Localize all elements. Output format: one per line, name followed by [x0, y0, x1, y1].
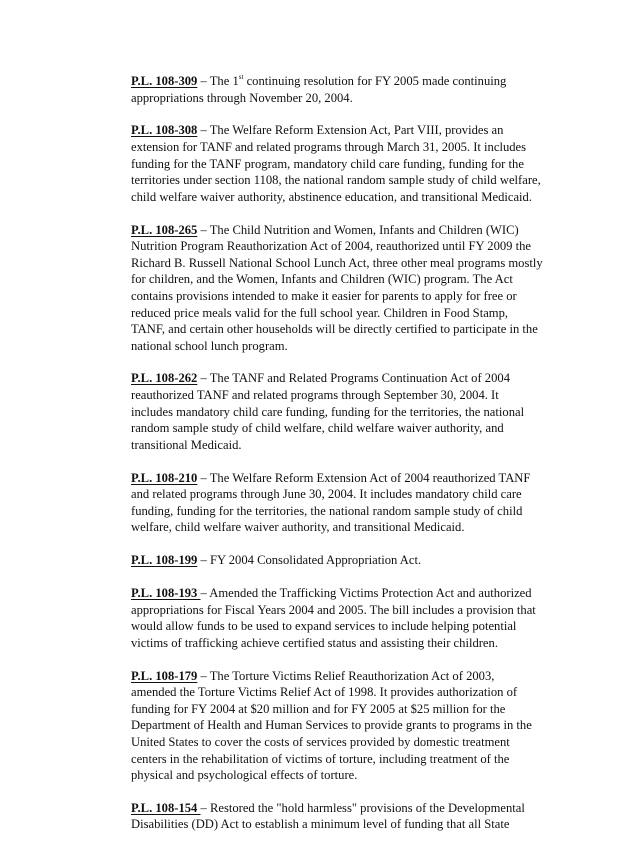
entry-line: includes mandatory child care funding, funding for the territories, the national — [131, 404, 525, 419]
law-number: P.L. 108-309 — [131, 74, 198, 88]
legislation-entry — [131, 668, 551, 784]
law-number: P.L. 108-199 — [131, 553, 198, 568]
entry-text: – The Child Nutrition and Women, Infants and Children (WIC) — [197, 222, 519, 237]
entry-line: contains provisions intended to make it easier for parents to apply for free or — [131, 288, 517, 303]
law-number: P.L. 108-179 — [131, 668, 198, 683]
legislation-list — [131, 73, 551, 849]
entry-line: would allow funds to be used to expand services to include helping potential — [131, 619, 517, 634]
ordinal-suffix: st — [238, 72, 244, 81]
legislation-entry — [131, 222, 551, 355]
entry-first-line — [131, 222, 551, 239]
entry-line: funding, funding for the territories, the national random sample study of child — [131, 503, 523, 518]
entry-first-line — [131, 800, 551, 817]
entry-line: national school lunch program. — [131, 338, 288, 353]
entry-text: – The 1 — [197, 74, 239, 88]
entry-line: reauthorized TANF and related programs through September 30, 2004. It — [131, 388, 499, 403]
entry-text: continuing resolution for FY 2005 made continuing — [243, 74, 507, 88]
entry-line: territories under section 1108, the national random sample study of child welfare, — [131, 173, 541, 188]
entry-line: victims of trafficking achieve certified status and assisting their children. — [131, 635, 498, 650]
law-number: P.L. 108-210 — [131, 470, 198, 485]
law-number: P.L. 108-308 — [131, 123, 198, 138]
law-number: P.L. 108-154 — [131, 800, 201, 815]
entry-line: random sample study of child welfare, child welfare waiver authority, and — [131, 421, 504, 436]
entry-line: amended the Torture Victims Relief Act of 1998. It provides authorization of — [131, 685, 518, 700]
entry-first-line — [131, 470, 551, 487]
entry-first-line — [131, 585, 551, 602]
law-number: P.L. 108-262 — [131, 371, 198, 386]
law-number: P.L. 108-265 — [131, 222, 198, 237]
entry-line: United States to cover the costs of services provided by domestic treatment — [131, 734, 510, 749]
entry-text: – The Welfare Reform Extension Act of 2004 reauthorized TANF — [197, 470, 531, 485]
entry-line: Disabilities (DD) Act to establish a minimum level of funding that all State — [131, 817, 510, 832]
legislation-entry — [131, 122, 551, 205]
entry-text: – The Torture Victims Relief Reauthorization Act of 2003, — [197, 668, 495, 683]
legislation-entry — [131, 470, 551, 536]
law-number: P.L. 108-193 — [131, 585, 201, 600]
entry-text: – The Welfare Reform Extension Act, Part VIII, provides an — [197, 123, 504, 138]
legislation-entry — [131, 585, 551, 651]
entry-first-line — [131, 668, 551, 685]
entry-text: – Restored the "hold harmless" provisions of the Developmental — [200, 800, 525, 815]
entry-line: funding for the TANF program, mandatory child care funding, funding for the — [131, 156, 524, 171]
entry-line: extension for TANF and related programs through March 31, 2005. It includes — [131, 139, 527, 154]
entry-line: physical and psychological effects of torture. — [131, 768, 358, 783]
entry-line: reduced price meals valid for the full school year. Children in Food Stamp, — [131, 305, 509, 320]
entry-line: appropriations for Fiscal Years 2004 and 2005. The bill includes a provision that — [131, 602, 536, 617]
entry-line: Richard B. Russell National School Lunch Act, three other meal programs mostly — [131, 255, 543, 270]
entry-line: appropriations through November 20, 2004. — [131, 90, 353, 105]
legislation-entry — [131, 552, 551, 569]
entry-first-line — [131, 370, 551, 387]
entry-first-line — [131, 122, 551, 139]
entry-line: and related programs through June 30, 2004. It includes mandatory child care — [131, 487, 522, 502]
entry-line: transitional Medicaid. — [131, 437, 242, 452]
legislation-entry — [131, 370, 551, 453]
entry-line: for children, and the Women, Infants and Children (WIC) program. The Act — [131, 272, 513, 287]
entry-text: – The TANF and Related Programs Continuation Act of 2004 — [197, 371, 510, 386]
entry-line: Nutrition Program Reauthorization Act of 2004, reauthorized until FY 2009 the — [131, 239, 532, 254]
entry-line: welfare, child welfare waiver authority, and transitional Medicaid. — [131, 520, 465, 535]
legislation-entry — [131, 800, 551, 833]
entry-line: funding for FY 2004 at $20 million and for FY 2005 at $25 million for the — [131, 701, 506, 716]
entry-line: Department of Health and Human Services to provide grants to programs in the — [131, 718, 532, 733]
entry-line: child welfare waiver authority, abstinence education, and transitional Medicaid. — [131, 189, 532, 204]
entry-first-line — [131, 552, 551, 569]
entry-line: centers in the rehabilitation of victims of torture, including treatment of the — [131, 751, 510, 766]
entry-text: – FY 2004 Consolidated Appropriation Act. — [197, 553, 422, 568]
entry-text: – Amended the Trafficking Victims Protection Act and authorized — [200, 585, 532, 600]
entry-first-line — [131, 73, 551, 90]
entry-line: TANF, and certain other households will be directly certified to participate in the — [131, 322, 538, 337]
legislation-entry — [131, 73, 551, 106]
